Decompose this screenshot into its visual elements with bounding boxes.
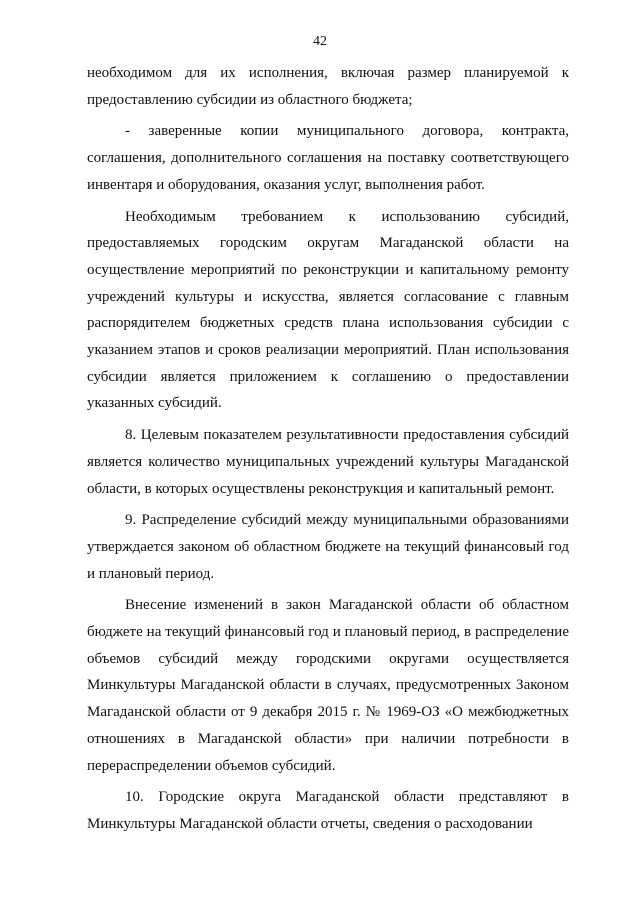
paragraph-item-10: 10. Городские округа Магаданской области представляют в Минкультуры Магаданской области отчеты, сведения о расходовании xyxy=(87,789,569,832)
paragraph-item-8: 8. Целевым показателем результативности предоставления субсидий является количество муниципальных учреждений культуры Магаданской области, в которых осуществлены реконструкция и капитальный ремонт. xyxy=(87,427,569,497)
paragraph-certified-copies: - заверенные копии муниципального договора, контракта, соглашения, дополнительного соглашения на поставку соответствующего инвентаря и оборудования, оказания услуг, выполнения работ. xyxy=(87,123,569,193)
document-body xyxy=(87,60,569,843)
paragraph-amendments: Внесение изменений в закон Магаданской области об областном бюджете на текущий финансовый год и плановый период, в распределение объемов субсидий между городскими округами осуществляется Минкультуры Магаданской области в случаях, предусмотренных Законом Магаданской области от 9 декабря 2015 г. № 1969-ОЗ «О межбюджетных отношениях в Магаданской области» при наличии потребности в перераспределении объемов субсидий. xyxy=(87,597,569,774)
paragraph-continuation: необходимом для их исполнения, включая размер планируемой к предоставлению субсидии из областного бюджета; xyxy=(87,65,569,108)
paragraph-item-9: 9. Распределение субсидий между муниципальными образованиями утверждается законом об областном бюджете на текущий финансовый год и плановый период. xyxy=(87,512,569,582)
paragraph-requirement: Необходимым требованием к использованию субсидий, предоставляемых городским округам Магаданской области на осуществление мероприятий по реконструкции и капитальному ремонту учреждений культуры и искусства, является согласование с главным распорядителем бюджетных средств плана использования субсидии с указанием этапов и сроков реализации мероприятий. План использования субсидии является приложением к соглашению о предоставлении указанных субсидий. xyxy=(87,208,569,412)
page-number: 42 xyxy=(313,34,327,49)
